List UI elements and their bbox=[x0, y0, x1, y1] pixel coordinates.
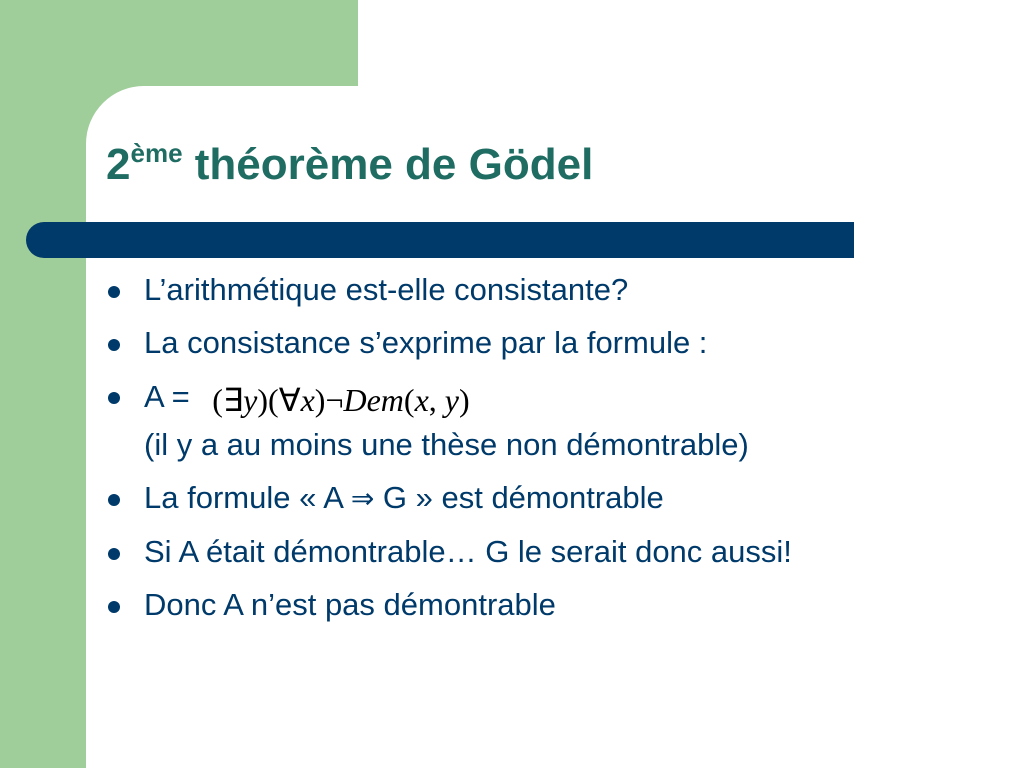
formula-explanation: (il y a au moins une thèse non démontrable) bbox=[144, 427, 749, 462]
bullet-text-before: La formule « A bbox=[144, 480, 351, 515]
list-item bbox=[108, 378, 988, 463]
bullet-dot-icon bbox=[108, 548, 120, 560]
formula-part: ) bbox=[458, 382, 470, 418]
formula-prefix: A = bbox=[144, 379, 199, 414]
bullet-dot-icon bbox=[108, 601, 120, 613]
title-underline-bar bbox=[26, 222, 854, 258]
formula-dem: Dem bbox=[343, 382, 404, 418]
list-item bbox=[108, 480, 988, 517]
list-item bbox=[108, 325, 988, 361]
bullet-text: Donc A n’est pas démontrable bbox=[144, 587, 556, 622]
list-item bbox=[108, 534, 988, 570]
bullet-list bbox=[108, 272, 988, 640]
formula-var: x bbox=[300, 382, 315, 418]
formula-var: y bbox=[444, 382, 459, 418]
title-text: théorème de Gödel bbox=[182, 140, 594, 189]
bullet-dot-icon bbox=[108, 339, 120, 351]
bullet-text: L’arithmétique est-elle consistante? bbox=[144, 272, 629, 307]
formula-part: )¬ bbox=[314, 382, 344, 418]
consistency-formula bbox=[212, 382, 469, 418]
list-item bbox=[108, 587, 988, 623]
bullet-text: La consistance s’exprime par la formule : bbox=[144, 325, 708, 360]
bullet-dot-icon bbox=[108, 392, 120, 404]
bullet-dot-icon bbox=[108, 286, 120, 298]
formula-part: , bbox=[428, 382, 445, 418]
bullet-text-after: G » est démontrable bbox=[374, 480, 664, 515]
list-item bbox=[108, 272, 988, 308]
slide-title bbox=[106, 140, 593, 190]
bullet-dot-icon bbox=[108, 494, 120, 506]
implies-arrow-icon: ⇒ bbox=[350, 482, 375, 515]
formula-part: ( bbox=[403, 382, 415, 418]
formula-var: y bbox=[243, 382, 258, 418]
title-number: 2 bbox=[106, 140, 131, 189]
formula-part: (∃ bbox=[212, 382, 244, 418]
formula-part: )(∀ bbox=[257, 382, 301, 418]
formula-var: x bbox=[414, 382, 429, 418]
title-superscript: ème bbox=[130, 138, 183, 168]
bullet-text: Si A était démontrable… G le serait donc aussi! bbox=[144, 534, 792, 569]
